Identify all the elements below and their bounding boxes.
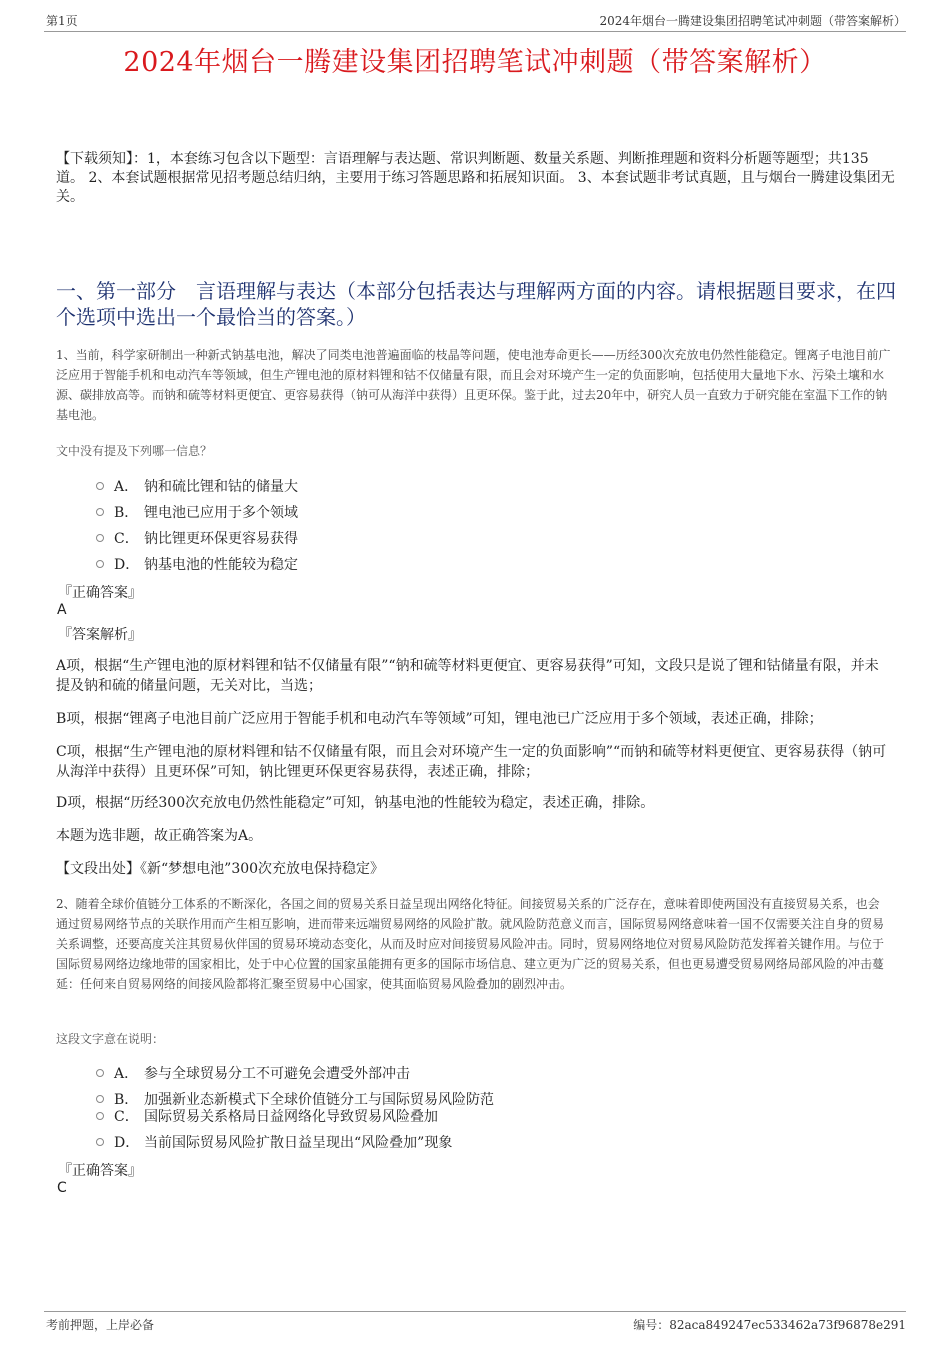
question-2-answer-label: 『正确答案』 — [58, 1163, 142, 1179]
question-2-prompt: 这段文字意在说明： — [56, 1032, 165, 1046]
question-2-answer: C — [57, 1180, 67, 1196]
question-1-option-c[interactable] — [96, 528, 298, 548]
page-title: 2024年烟台一腾建设集团招聘笔试冲刺题（带答案解析） — [123, 47, 827, 78]
footer-serial-number: 编号：82aca849247ec533462a73f96878e291 — [633, 1318, 906, 1332]
page-number: 第1页 — [46, 14, 78, 28]
option-text: 当前国际贸易风险扩散日益呈现出“风险叠加”现象 — [144, 1135, 453, 1151]
option-text: 锂电池已应用于多个领域 — [144, 505, 298, 521]
option-letter: A． — [114, 479, 139, 495]
radio-icon[interactable] — [96, 1138, 104, 1146]
option-text: 钠和硫比锂和钴的储量大 — [144, 479, 298, 495]
footer-slogan: 考前押题，上岸必备 — [46, 1318, 155, 1332]
option-text: 钠比锂更环保更容易获得 — [144, 531, 298, 547]
analysis-option-c: C项，根据“生产锂电池的原材料锂和钴不仅储量有限，而且会对环境产生一定的负面影响”“而钠和硫等材料更便宜、更容易获得（钠可从海洋中获得）且更环保”可知，钠比锂更环保更容易获得，表述正确，排除； — [56, 744, 887, 780]
header-doc-title: 2024年烟台一腾建设集团招聘笔试冲刺题（带答案解析） — [599, 14, 906, 28]
analysis-option-a: A项，根据“生产锂电池的原材料锂和钴不仅储量有限”“钠和硫等材料更便宜、更容易获得”可知，文段只是说了锂和钴储量有限，并未提及钠和硫的储量问题，无关对比，当选； — [56, 658, 879, 694]
option-text: 国际贸易关系格局日益网络化导致贸易风险叠加 — [144, 1109, 438, 1125]
footer-divider — [44, 1311, 906, 1312]
download-notice: 【下载须知】：1，本套练习包含以下题型：言语理解与表达题、常识判断题、数量关系题、判断推理题和资料分析题等题型；共135道。 2、本套试题根据常见招考题总结归纳，主要用于练习答题思路和拓展知识面。 3、本套试题非考试真题，且与烟台一腾建设集团无关。 — [56, 151, 895, 205]
question-1-option-a[interactable] — [96, 476, 298, 496]
radio-icon[interactable] — [96, 482, 104, 490]
question-1-answer-label: 『正确答案』 — [58, 585, 142, 601]
page-header — [0, 0, 950, 32]
analysis-option-b: B项，根据“锂离子电池目前广泛应用于智能手机和电动汽车等领域”可知，锂电池已广泛应用于多个领域，表述正确，排除； — [56, 711, 823, 727]
section-title: 一、第一部分 言语理解与表达（本部分包括表达与理解两方面的内容。请根据题目要求，在四个选项中选出一个最恰当的答案。） — [56, 279, 896, 329]
question-2-passage: 2、随着全球价值链分工体系的不断深化，各国之间的贸易关系日益呈现出网络化特征。间接贸易关系的广泛存在，意味着即使两国没有直接贸易关系，也会通过贸易网络节点的关联作用而产生相互影响，进而带来远端贸易网络的风险扩散。就风险防范意义而言，国际贸易网络意味着一国不仅需要关注自身的贸易关系调整，还要高度关注其贸易伙伴国的贸易环境动态变化，从而及时应对间接贸易风险冲击。同时，贸易网络地位对贸易风险防范发挥着关键作用。与位于国际贸易网络边缘地带的国家相比，处于中心位置的国家虽能拥有更多的国际市场信息、建立更为广泛的贸易关系，但也更易遭受贸易网络局部风险的冲击蔓延：任何来自贸易网络的间接风险都将汇聚至贸易中心国家，使其面临贸易风险叠加的剧烈冲击。 — [56, 897, 885, 991]
option-letter: C． — [114, 531, 139, 547]
option-text: 加强新业态新模式下全球价值链分工与国际贸易风险防范 — [144, 1092, 494, 1108]
question-1-analysis-label: 『答案解析』 — [58, 627, 142, 643]
option-letter: D． — [114, 1135, 140, 1151]
question-1-passage: 1、当前，科学家研制出一种新式钠基电池，解决了同类电池普遍面临的枝晶等问题，使电池寿命更长——历经300次充放电仍然性能稳定。锂离子电池目前广泛应用于智能手机和电动汽车等领域，但生产锂电池的原材料锂和钴不仅储量有限，而且会对环境产生一定的负面影响，包括使用大量地下水、污染土壤和水源、碳排放高等。而钠和硫等材料更便宜、更容易获得（钠可从海洋中获得）且更环保。鉴于此，过去20年中，研究人员一直致力于研究能在室温下工作的钠基电池。 — [56, 348, 891, 422]
radio-icon[interactable] — [96, 534, 104, 542]
radio-icon[interactable] — [96, 1069, 104, 1077]
question-2-option-c[interactable] — [96, 1106, 438, 1126]
radio-icon[interactable] — [96, 1112, 104, 1120]
radio-icon[interactable] — [96, 560, 104, 568]
option-text: 参与全球贸易分工不可避免会遭受外部冲击 — [144, 1066, 410, 1082]
radio-icon[interactable] — [96, 508, 104, 516]
option-text: 钠基电池的性能较为稳定 — [144, 557, 298, 573]
question-1-answer: A — [57, 602, 67, 618]
analysis-conclusion: 本题为选非题，故正确答案为A。 — [56, 828, 263, 844]
radio-icon[interactable] — [96, 1095, 104, 1103]
question-1-source: 【文段出处】《新“梦想电池”300次充放电保持稳定》 — [56, 861, 385, 877]
option-letter: B． — [114, 1092, 139, 1108]
question-2-option-a[interactable] — [96, 1063, 410, 1083]
option-letter: A． — [114, 1066, 139, 1082]
option-letter: C． — [114, 1109, 139, 1125]
question-2-option-d[interactable] — [96, 1132, 452, 1152]
option-letter: D． — [114, 557, 140, 573]
question-1-option-b[interactable] — [96, 502, 298, 522]
question-1-option-d[interactable] — [96, 554, 298, 574]
option-letter: B． — [114, 505, 139, 521]
header-divider — [44, 31, 906, 32]
analysis-option-d: D项，根据“历经300次充放电仍然性能稳定”可知，钠基电池的性能较为稳定，表述正确，排除。 — [56, 795, 655, 811]
question-1-prompt: 文中没有提及下列哪一信息？ — [56, 444, 213, 458]
